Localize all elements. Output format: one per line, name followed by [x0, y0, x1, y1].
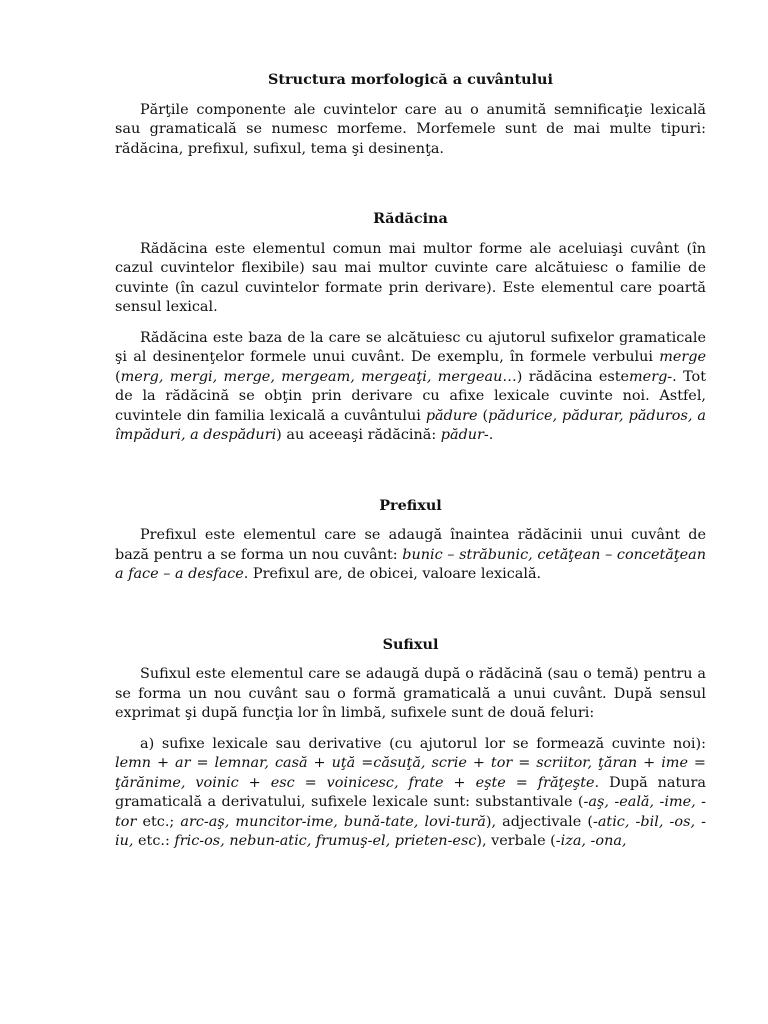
- document-body: [115, 70, 706, 852]
- intro-paragraph: Părţile componente ale cuvintelor care au o anumită semnificaţie lexicală sau gramaticală se numesc morfeme. Morfemele sunt de mai multe tipuri: rădăcina, prefixul, sufixul, tema şi desinenţa.: [115, 101, 706, 157]
- radacina-paragraph-2: Rădăcina este baza de la care se alcătuiesc cu ajutorul sufixelor gramaticale şi al desinenţelor formele unui cuvânt. De exemplu, în formele verbului merge (merg, mergi, merge, mergeam, mergeaţi, mergeau…) rădăcina estemerg-. Tot de la rădăcină se obţin prin derivare cu afixe lexicale cuvinte noi. Astfel, cuvintele din familia lexicală a cuvântului pădure (pădurice, pădurar, păduros, a împăduri, a despăduri) au aceeaşi rădăcină: pădur-.: [115, 329, 706, 443]
- prefixul-paragraph: Prefixul este elementul care se adaugă înaintea rădăcinii unui cuvânt de bază pentru a se forma un nou cuvânt: bunic – străbunic, cetăţean – concetăţean a face – a desface. Prefixul are, de obicei, valoare lexicală.: [115, 527, 706, 582]
- heading-prefixul: Prefixul: [379, 496, 442, 514]
- heading-sufixul: Sufixul: [382, 635, 439, 653]
- document-title: Structura morfologică a cuvântului: [268, 71, 553, 88]
- sufixul-paragraph-1: Sufixul este elementul care se adaugă după o rădăcină (sau o temă) pentru a se forma un nou cuvânt sau o formă gramaticală a unui cuvânt. După sensul exprimat şi după funcţia lor în limbă, sufixele sunt de două feluri:: [115, 666, 706, 721]
- sufixul-paragraph-2: a) sufixe lexicale sau derivative (cu ajutorul lor se formează cuvinte noi): lemn + ar = lemnar, casă + uţă =căsuţă, scrie + tor = scriitor, ţăran + ime = ţărănime, voinic + esc = voinicesc, frate + eşte = frăţeşte. După natura gramaticală a derivatului, sufixele lexicale sunt: substantivale (-aş, -eală, -ime, -tor etc.; arc-aş, muncitor-ime, bună-tate, lovi-tură), adjectivale (-atic, -bil, -os, -iu, etc.: fric-os, nebun-atic, frumuş-el, prieten-esc), verbale (-iza, -ona,: [115, 735, 707, 849]
- radacina-paragraph-1: Rădăcina este elementul comun mai multor forme ale aceluiaşi cuvânt (în cazul cuvintelor flexibile) sau mai multor cuvinte care alcătuiesc o familie de cuvinte (în cazul cuvintelor formate prin derivare). Este elementul care poartă sensul lexical.: [115, 240, 706, 315]
- heading-radacina: Rădăcina: [373, 210, 448, 227]
